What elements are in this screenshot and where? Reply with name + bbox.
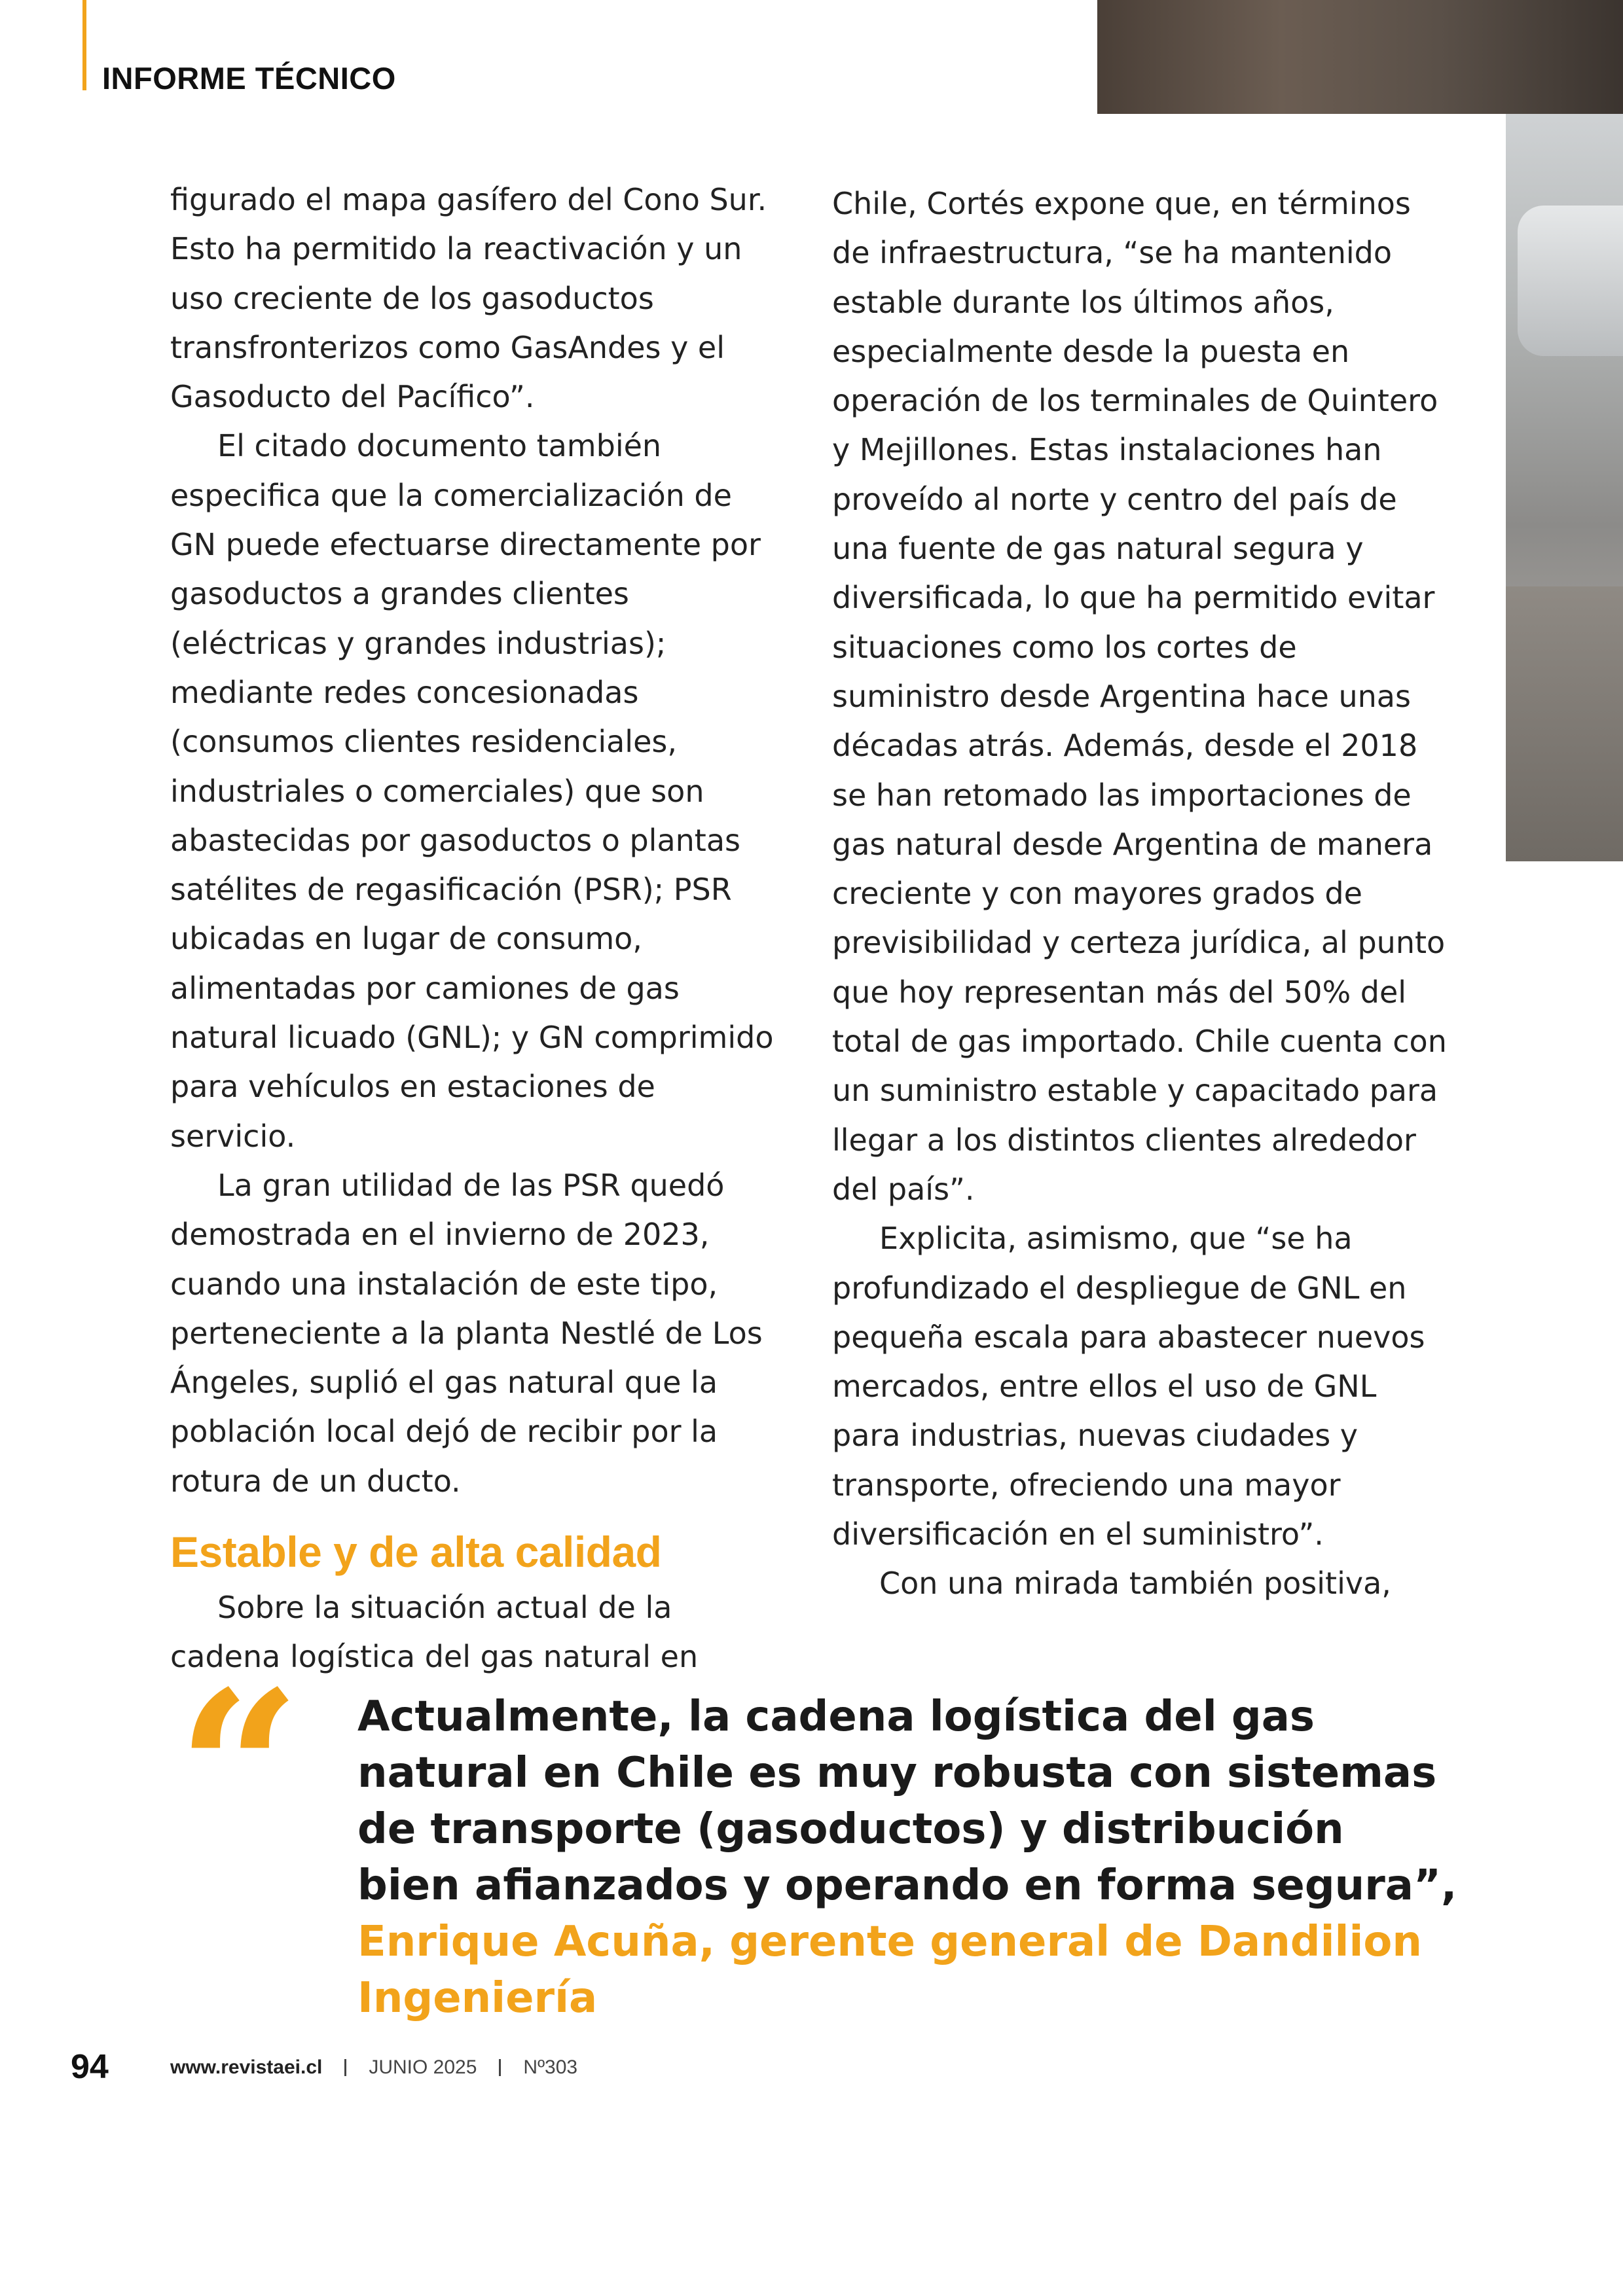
footer-separator [499,2059,501,2076]
tanker-shape [1518,206,1623,356]
pull-quote [357,1689,1457,2026]
section-label: INFORME TÉCNICO [102,61,396,96]
right-paragraph-1: Chile, Cortés expone que, en términos de infraestructura, “se ha mantenido estable durante los últimos años, especialmente desde la puesta en operación de los terminales de Quintero y Mejillones. Estas instalaciones han proveído al norte y centro del país de una fuente de gas natural segura y diversificada, lo que ha permitido evitar situaciones como los cortes de suministro desde Argentina hace unas décadas atrás. Además, desde el 2018 se han retomado las importaciones de gas natural desde Argentina de manera creciente y con mayores grados de previsibilidad y certeza jurídica, al punto que hoy representan más del 50% del total de gas importado. Chile cuenta con un suministro estable y capacitado para llegar a los distintos clientes alrededor del país”. [832,186,1447,1207]
article-photo-top [1097,0,1623,114]
header-accent-bar [82,0,86,90]
left-paragraph-3: La gran utilidad de las PSR quedó demostrada en el invierno de 2023, cuando una instalación de este tipo, perteneciente a la planta Nestlé de Los Ángeles, suplió el gas natural que la población local dejó de recibir por la rotura de un ducto. [170,1167,763,1499]
footer-website: www.revistaei.cl [170,2056,323,2078]
left-paragraph-1: figurado el mapa gasífero del Cono Sur. Esto ha permitido la reactivación y un uso creciente de los gasoductos transfronterizos como GasAndes y el Gasoducto del Pacífico”. [170,182,767,415]
right-paragraph-2: Explicita, asimismo, que “se ha profundizado el despliegue de GNL en pequeña escala para abastecer nuevos mercados, entre ellos el uso de GNL para industrias, nuevas ciudades y transporte, ofreciendo una mayor diversificación en el suministro”. [832,1221,1425,1552]
footer-issue-number: Nº303 [523,2056,578,2078]
pull-quote-text: Actualmente, la cadena logística del gas natural en Chile es muy robusta con sistemas de transporte (gasoductos) y distribución bien afianzados y operando en forma segura”, [357,1693,1457,1910]
footer-issue-date: JUNIO 2025 [369,2056,477,2078]
road-shape [1506,586,1623,861]
left-paragraph-2: El citado documento también especifica que la comercialización de GN puede efectuarse directamente por gasoductos a grandes clientes (eléctricas y grandes industrias); mediante redes concesionadas (consumos clientes residenciales, industriales o comerciales) que son abastecidas por gasoductos o plantas satélites de regasificación (PSR); PSR ubicadas en lugar de consumo, alimentadas por camiones de gas natural licuado (GNL); y GN comprimido para vehículos en estaciones de servicio. [170,428,774,1154]
right-column [832,179,1448,1609]
left-paragraph-4: Sobre la situación actual de la cadena logística del gas natural en [170,1590,699,1675]
page-number: 94 [71,2048,109,2086]
quote-mark-icon: “ [177,1643,301,1897]
left-column [170,175,779,1682]
right-paragraph-3: Con una mirada también positiva, [879,1566,1391,1602]
article-photo-side [1506,114,1623,861]
footer-separator [344,2059,346,2076]
subheading: Estable y de alta calidad [170,1528,662,1577]
pull-quote-attribution: Enrique Acuña, gerente general de Dandilion Ingeniería [357,1918,1422,2022]
footer [170,2056,577,2079]
